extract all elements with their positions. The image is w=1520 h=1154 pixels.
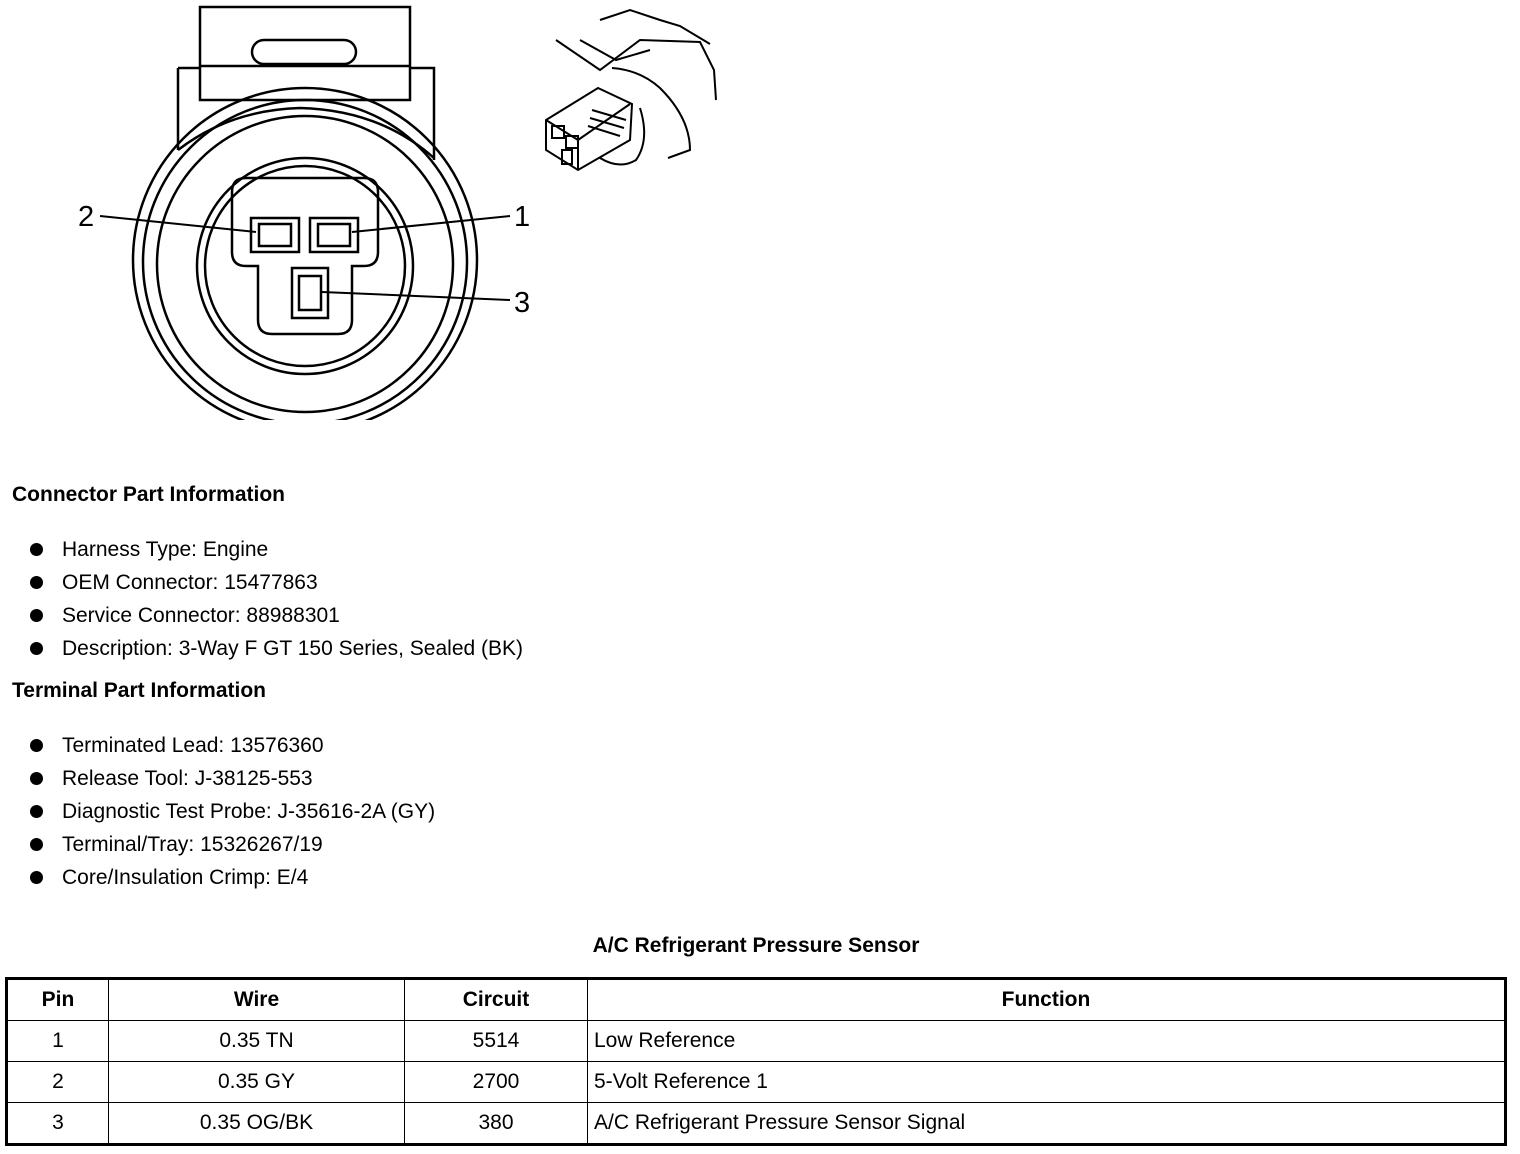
- list-item: Service Connector: 88988301: [28, 599, 523, 632]
- header-function: Function: [588, 979, 1506, 1021]
- header-circuit: Circuit: [405, 979, 588, 1021]
- list-item: Description: 3-Way F GT 150 Series, Sealed (BK): [28, 632, 523, 665]
- cell-circuit: 5514: [405, 1021, 588, 1062]
- connector-part-list: [28, 533, 523, 665]
- bullet-icon: [30, 576, 43, 589]
- terminal-part-heading: Terminal Part Information: [12, 679, 266, 702]
- list-item: Diagnostic Test Probe: J-35616-2A (GY): [28, 795, 435, 828]
- pinout-table: [5, 977, 1507, 1146]
- connector-face-diagram: [70, 0, 550, 420]
- cell-pin: 3: [7, 1103, 109, 1145]
- cell-pin: 2: [7, 1062, 109, 1103]
- cell-circuit: 380: [405, 1103, 588, 1145]
- terminal-part-list: [28, 729, 435, 894]
- list-item: Core/Insulation Crimp: E/4: [28, 861, 435, 894]
- pin-label-2: 2: [78, 201, 95, 233]
- list-item: Terminal/Tray: 15326267/19: [28, 828, 435, 861]
- header-pin: Pin: [7, 979, 109, 1021]
- list-item: OEM Connector: 15477863: [28, 566, 523, 599]
- bullet-icon: [30, 642, 43, 655]
- table-row: [7, 1062, 1506, 1103]
- list-item: Harness Type: Engine: [28, 533, 523, 566]
- cell-function: 5-Volt Reference 1: [588, 1062, 1506, 1103]
- bullet-icon: [30, 838, 43, 851]
- table-title: A/C Refrigerant Pressure Sensor: [592, 934, 920, 957]
- bullet-icon: [30, 805, 43, 818]
- bullet-icon: [30, 609, 43, 622]
- connector-part-heading: Connector Part Information: [12, 483, 286, 506]
- cell-pin: 1: [7, 1021, 109, 1062]
- table-row: [7, 1021, 1506, 1062]
- cell-function: A/C Refrigerant Pressure Sensor Signal: [588, 1103, 1506, 1145]
- list-item: Release Tool: J-38125-553: [28, 762, 435, 795]
- cell-wire: 0.35 GY: [109, 1062, 405, 1103]
- table-row: [7, 1103, 1506, 1145]
- pin-label-1: 1: [514, 201, 531, 233]
- cell-wire: 0.35 TN: [109, 1021, 405, 1062]
- connector-isometric-diagram: [540, 4, 730, 179]
- header-wire: Wire: [109, 979, 405, 1021]
- table-header-row: [7, 979, 1506, 1021]
- cell-wire: 0.35 OG/BK: [109, 1103, 405, 1145]
- bullet-icon: [30, 543, 43, 556]
- pin-label-3: 3: [514, 287, 531, 319]
- list-item: Terminated Lead: 13576360: [28, 729, 435, 762]
- bullet-icon: [30, 871, 43, 884]
- bullet-icon: [30, 739, 43, 752]
- cell-circuit: 2700: [405, 1062, 588, 1103]
- bullet-icon: [30, 772, 43, 785]
- cell-function: Low Reference: [588, 1021, 1506, 1062]
